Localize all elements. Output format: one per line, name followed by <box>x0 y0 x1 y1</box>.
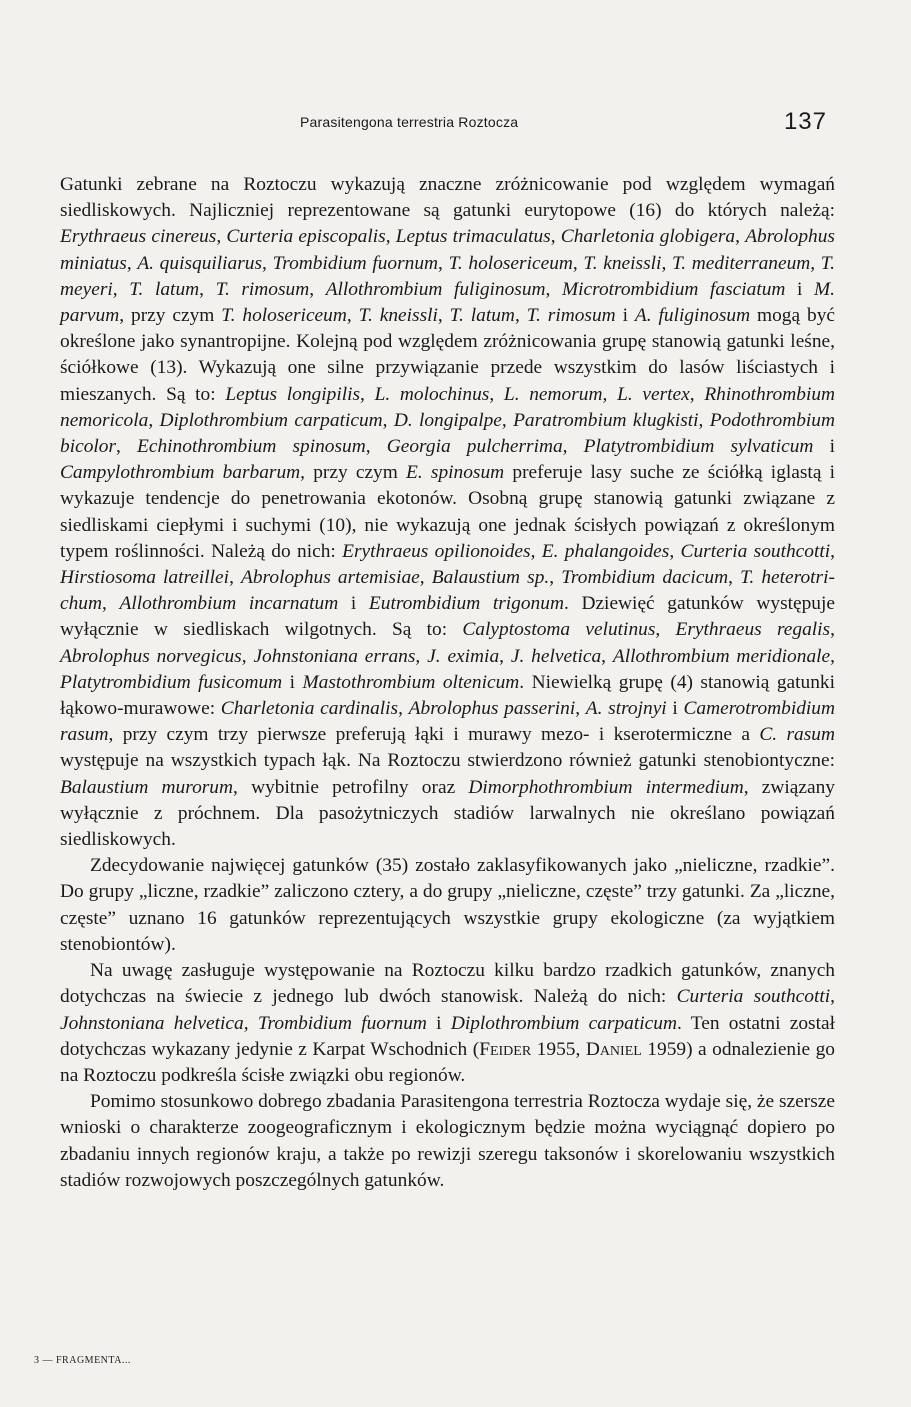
taxon-name: T. rimosum <box>215 278 310 300</box>
text-run: , <box>489 383 504 405</box>
taxon-name: Curteria episcopalis <box>226 226 386 248</box>
taxon-name: Abrolophus norvegicus <box>60 645 242 667</box>
text-run: , przy czym trzy pierwsze preferują łąki i murawy mezo- i kserotermiczne a <box>108 724 760 746</box>
taxon-name: Charletonia globigera <box>560 226 736 248</box>
taxon-name: Campylothrombium barbarum <box>60 462 301 484</box>
text-run: , <box>126 252 138 274</box>
text-run: , <box>365 436 387 458</box>
taxon-name: Calyptostoma velutinus <box>462 619 656 641</box>
taxon-name: Erythraeus opilionoides <box>342 540 531 562</box>
text-run: , <box>216 226 227 248</box>
text-run: , <box>572 252 584 274</box>
taxon-name: C. rasum <box>759 724 835 746</box>
text-run: i <box>785 278 814 300</box>
text-run: Gatunki zebrane na Roztoczu wykazują znaczne zróżnicowanie pod względem wymagań siedliskowych. Najliczniej reprezentowane są gatunki eurytopowe (16) do których należą: <box>60 174 835 222</box>
taxon-name: Charletonia cardinalis <box>220 698 399 720</box>
taxon-name: T. kneissli <box>583 252 662 274</box>
text-run: , <box>438 252 449 274</box>
taxon-name: Balaustium sp. <box>431 567 550 589</box>
taxon-name: J. helvetica <box>510 645 602 667</box>
taxon-name: Echinothrombium spinosum <box>137 436 366 458</box>
citation-author: Feider <box>479 1038 532 1060</box>
text-run: , <box>262 252 273 274</box>
taxon-name: T. mediterraneum <box>671 252 811 274</box>
taxon-name: Diplothrombium carpaticum <box>159 409 383 431</box>
text-run: , <box>549 567 562 589</box>
taxon-name: Johnstoniana errans <box>253 645 416 667</box>
text-run: , <box>655 619 676 641</box>
taxon-name: Trombidium fuornum <box>257 1012 427 1034</box>
taxon-name: Rhinothrombium nemoricola <box>60 383 836 431</box>
text-run: i <box>282 671 303 693</box>
text-run: . Niewielką grupę (4) stanowią gatunki łąkowo-murawowe: <box>60 671 835 720</box>
text-run: . Dziewięć gatunków występuje wyłącznie w siedliskach wilgotnych. Są to: <box>60 593 836 641</box>
paragraph <box>60 1089 835 1194</box>
taxon-name: Hirstiosoma latreillei <box>60 567 230 589</box>
text-run: , <box>229 567 242 589</box>
taxon-name: Georgia pulcherrima <box>386 436 563 458</box>
taxon-name: M. parvum <box>60 278 835 327</box>
text-run: i <box>338 593 369 615</box>
text-run: Zdecydowanie najwięcej gatunków (35) zostało zaklasyfikowanych jako „nieliczne, rzadkie”. Do grupy „liczne, rzadkie” zaliczono cztery, a do grupy „nieliczne, częste” trzy gatunki. Za „liczne, częste” uznano 16 gatunków reprezentujących wszystkie grupy ekologiczne (za wyjątkiem stenobiontów). <box>60 855 835 955</box>
taxon-name: Camerotrombidium rasum <box>60 698 836 746</box>
taxon-name: T. meyeri <box>60 252 835 300</box>
text-run: Na uwagę zasługuje występowanie na Roztoczu kilku bardzo rzadkich gatunków, znanych dotychczas na świecie z jednego lub dwóch stanowisk. Należą do nich: <box>60 960 835 1008</box>
text-run: , <box>661 252 672 274</box>
text-run: , <box>735 226 746 248</box>
text-run: , <box>602 383 618 405</box>
taxon-name: E. phalangoides <box>541 540 670 562</box>
taxon-name: Erythraeus regalis <box>675 619 831 641</box>
text-run: i <box>813 436 835 458</box>
text-run: występuje na wszystkich typach łąk. Na Roztoczu stwierdzono również gatunki stenobiontyczne: <box>60 750 835 772</box>
paragraph <box>60 958 835 1089</box>
running-head <box>60 100 835 140</box>
text-run: , <box>241 645 254 667</box>
text-run: , <box>346 305 359 327</box>
text-run: , <box>830 619 835 641</box>
taxon-name: T. kneissli <box>358 305 438 327</box>
taxon-name: Erythraeus cinereus <box>60 226 217 248</box>
paragraph <box>60 853 835 958</box>
text-run: , <box>148 409 160 431</box>
text-run: , <box>199 278 216 300</box>
text-run: , przy czym <box>300 462 407 484</box>
taxon-name: Eutrombidium trigonum <box>368 593 564 615</box>
text-run: , <box>116 436 138 458</box>
taxon-name: L. nemorum <box>503 383 603 405</box>
text-run: , <box>501 409 514 431</box>
page <box>60 100 835 1390</box>
text-run: mogą być określone jako synantropijne. Kolejną pod względem zróżnicowania grupę stanowią gatunki leśne, ściółkowe (13). Wykazują one silne przywiązanie przede wszystkim do lasów liściastych i mieszanych. Są to: <box>60 305 835 405</box>
taxon-name: L. molochinus <box>374 383 490 405</box>
text-run: , <box>830 986 835 1008</box>
text-run: , <box>601 645 613 667</box>
text-run: , związany wyłącznie z próchnem. Dla pasożytniczych stadiów larwalnych nie określano powiązań siedliskowych. <box>60 776 835 851</box>
text-run: , <box>689 383 705 405</box>
paragraph <box>60 172 835 853</box>
taxon-name: T. rimosum <box>526 305 616 327</box>
printer-signature: 3 — FRAGMENTA... <box>34 1355 131 1366</box>
taxon-name: Johnstoniana helvetica <box>60 1012 244 1034</box>
taxon-name: Abrolophus passerini <box>408 698 576 720</box>
taxon-name: T. latum <box>449 305 515 327</box>
text-run: , <box>419 567 432 589</box>
taxon-name: J. eximia <box>427 645 500 667</box>
text-run: , <box>728 567 741 589</box>
taxon-name: Balaustium murorum <box>60 776 234 798</box>
taxon-name: Dimorphothrombium intermedium <box>468 776 744 798</box>
text-run: , <box>562 436 584 458</box>
taxon-name: Microtrombidium fasciatum <box>561 278 786 300</box>
running-title: Parasitengona terrestria Roztocza <box>300 114 519 130</box>
text-run: 1955, <box>531 1038 586 1060</box>
taxon-name: Leptus longipilis <box>225 383 361 405</box>
text-run: , <box>437 305 450 327</box>
citation-author: Daniel <box>585 1038 642 1060</box>
taxon-name: Paratrombium klugkisti <box>513 409 699 431</box>
text-run: , <box>545 278 562 300</box>
text-run: i <box>426 1012 451 1034</box>
text-run: , <box>112 278 130 300</box>
taxon-name: L. vertex <box>617 383 690 405</box>
text-run: , <box>415 645 428 667</box>
taxon-name: T. holosericeum <box>448 252 573 274</box>
taxon-name: Platytrombidium fusicomum <box>60 671 283 693</box>
text-run: 1959) a odnalezienie go na Roztoczu podkreśla ścisłe związki obu regionów. <box>60 1038 835 1086</box>
text-run: , wybitnie petrofilny oraz <box>233 776 469 798</box>
text-run: , <box>550 226 561 248</box>
taxon-name: T. heterotrichum <box>60 567 835 615</box>
taxon-name: Diplothrombium carpaticum <box>450 1012 677 1034</box>
text-run: , <box>398 698 409 720</box>
page-number: 137 <box>783 108 827 135</box>
text-run: , <box>810 252 821 274</box>
taxon-name: Trombidium dacicum <box>561 567 729 589</box>
text-run: i <box>666 698 684 720</box>
taxon-name: Trombidium fuornum <box>272 252 439 274</box>
taxon-name: Mastothrombium oltenicum <box>302 671 520 693</box>
text-run: , <box>309 278 326 300</box>
taxon-name: Leptus trimaculatus <box>395 226 551 248</box>
taxon-name: Allothrombium incarnatum <box>119 593 339 615</box>
text-run: , <box>698 409 710 431</box>
taxon-name: Allothrombium meridionale <box>612 645 831 667</box>
text-run: , <box>360 383 375 405</box>
text-run: preferuje lasy suche ze ściółką iglastą i wykazuje tendencje do penetrowania ekotonów. Osobną grupę stanowią gatunki związane z siedliskami ciepłymi i suchymi (10), nie wykazują one jednak ścisłych powiązań z określonym typem roślinności. Należą do nich: <box>60 462 835 562</box>
text-run: , <box>669 540 681 562</box>
text-run: , <box>102 593 120 615</box>
taxon-name: Curteria southcotti <box>676 986 831 1008</box>
text-run: i <box>615 305 635 327</box>
taxon-name: Abrolophus artemisiae <box>241 567 420 589</box>
text-run: , <box>514 305 527 327</box>
text-run: , <box>499 645 511 667</box>
taxon-name: A. quisquiliarus <box>137 252 263 274</box>
taxon-name: Curteria southcotti <box>680 540 831 562</box>
text-run: . Ten ostatni został dotychczas wykazany jedynie z Karpat Wschodnich ( <box>60 1012 835 1060</box>
text-run: , <box>530 540 542 562</box>
taxon-name: Allothrombium fuliginosum <box>325 278 546 300</box>
taxon-name: E. spinosum <box>406 462 505 484</box>
text-run: , <box>575 698 586 720</box>
text-run: , <box>830 645 835 667</box>
text-run: , przy czym <box>119 305 222 327</box>
taxon-name: A. fuliginosum <box>634 305 751 327</box>
taxon-name: D. longipalpe <box>393 409 502 431</box>
taxon-name: Podothrombium bicolor <box>60 409 836 458</box>
article-body <box>60 172 835 1194</box>
text-run: , <box>243 1012 258 1034</box>
text-run: , <box>830 540 836 562</box>
text-run: , <box>385 226 396 248</box>
text-run: , <box>382 409 394 431</box>
taxon-name: T. holosericeum <box>221 305 347 327</box>
taxon-name: T. latum <box>129 278 200 300</box>
text-run: Pomimo stosunkowo dobrego zbadania Parasitengona terrestria Roztocza wydaje się, że szersze wnioski o charakterze zoogeograficznym i ekologicznym będzie można wyciągnąć dopiero po zbadaniu innych regionów kraju, a także po rewizji szeregu taksonów i skorelowaniu wszystkich stadiów rozwojowych poszczególnych gatunków. <box>60 1091 835 1191</box>
taxon-name: Abrolophus miniatus <box>60 226 835 274</box>
taxon-name: Platytrombidium sylvaticum <box>583 436 814 458</box>
taxon-name: A. strojnyi <box>585 698 667 720</box>
